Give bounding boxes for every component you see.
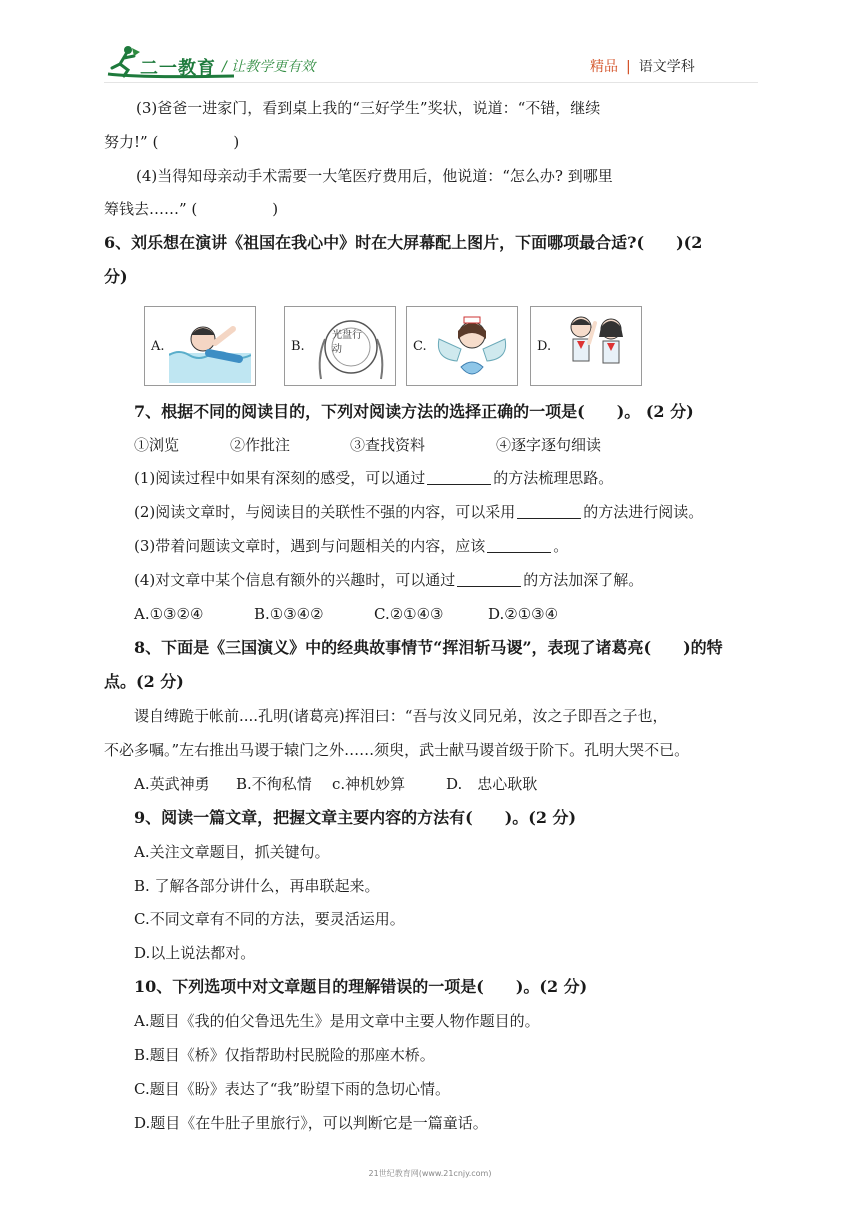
- q7-method-3: ③查找资料: [350, 436, 426, 454]
- header-separator: |: [626, 59, 631, 75]
- nurse-angel-icon: [431, 309, 513, 383]
- q8-title-line2: 点。(2 分): [104, 672, 184, 691]
- q7-item1-blank[interactable]: [427, 468, 491, 485]
- q10-title: 10、下列选项中对文章题目的理解错误的一项是( )。(2 分): [134, 977, 588, 996]
- q7-item4-text-b: 的方法加深了解。: [523, 571, 644, 589]
- q5-item4-line2: 筹钱去……” ( ): [104, 200, 279, 218]
- q10-option-c: C.题目《盼》表达了“我”盼望下雨的急切心情。: [134, 1080, 451, 1098]
- swimmer-icon: [169, 309, 251, 383]
- q7-method-2: ②作批注: [230, 436, 291, 454]
- q8-title-line1: 8、下面是《三国演义》中的经典故事情节“挥泪斩马谡”，表现了诸葛亮( )的特: [134, 638, 723, 657]
- q7-item4: [134, 570, 643, 590]
- q10-option-a: A.题目《我的伯父鲁迅先生》是用文章中主要人物作题目的。: [134, 1012, 540, 1030]
- q5-item3-line1: (3)爸爸一进家门，看到桌上我的“三好学生”奖状，说道：“不错，继续: [136, 99, 601, 117]
- page-footer: 21世纪教育网(www.21cnjy.com): [368, 1169, 492, 1178]
- logo-text: 二一教育: [140, 58, 216, 79]
- q5-item4-line1: (4)当得知母亲动手术需要一大笔医疗费用后，他说道：“怎么办? 到哪里: [136, 167, 613, 185]
- q8-passage-line1: 谡自缚跪于帐前....孔明(诸葛亮)挥泪曰：“吾与汝义同兄弟，汝之子即吾之子也，: [134, 707, 668, 725]
- q8-option-c: c.神机妙算: [332, 775, 406, 793]
- q7-method-4: ④逐字逐句细读: [496, 436, 602, 454]
- q7-item1-text-a: (1)阅读过程中如果有深刻的感受，可以通过: [134, 469, 426, 487]
- q7-item3-blank[interactable]: [487, 536, 551, 553]
- q7-item2: [134, 502, 703, 522]
- q6-picture-options: [144, 306, 644, 388]
- q7-item2-blank[interactable]: [517, 502, 581, 519]
- quality-tag: 精品: [590, 59, 618, 75]
- q7-method-1: ①浏览: [134, 436, 180, 454]
- q7-item3: [134, 536, 568, 556]
- q8-option-a: A.英武神勇: [134, 775, 210, 793]
- q7-option-c: C.②①④③: [374, 605, 444, 623]
- q6-option-d: [530, 306, 642, 386]
- salute-children-icon: [555, 309, 637, 383]
- q6-option-c: [406, 306, 518, 386]
- q7-item1: [134, 468, 613, 488]
- q6-option-b: [284, 306, 396, 386]
- q7-item4-text-a: (4)对文章中某个信息有额外的兴趣时，可以通过: [134, 571, 456, 589]
- q7-item1-text-b: 的方法梳理思路。: [493, 469, 614, 487]
- header-divider: [104, 82, 758, 83]
- q10-option-b: B.题目《桥》仅指帮助村民脱险的那座木桥。: [134, 1046, 435, 1064]
- q6-option-b-label: B.: [291, 339, 305, 354]
- q7-option-d: D.②①③④: [488, 605, 559, 623]
- q7-item4-blank[interactable]: [457, 570, 521, 587]
- q10-option-d: D.题目《在牛肚子里旅行》，可以判断它是一篇童话。: [134, 1114, 488, 1132]
- q5-item3-line2: 努力!” ( ): [104, 133, 240, 151]
- subject-tag: 语文学科: [638, 59, 695, 75]
- q8-option-d: D. 忠心耿耿: [446, 775, 538, 793]
- slogan: / 让教学更有效: [222, 59, 316, 75]
- q9-title: 9、阅读一篇文章，把握文章主要内容的方法有( )。(2 分): [134, 808, 577, 827]
- q8-passage-line2: 不必多嘱。”左右推出马谡于辕门之外……须臾，武士献马谡首级于阶下。孔明大哭不已。: [104, 741, 690, 759]
- q6-option-a-label: A.: [151, 339, 165, 354]
- q6-option-d-label: D.: [537, 339, 552, 354]
- q8-option-b: B.不徇私情: [236, 775, 312, 793]
- q6-option-c-label: C.: [413, 339, 427, 354]
- q9-option-b: B. 了解各部分讲什么，再串联起来。: [134, 877, 380, 895]
- clean-plate-text: 光盘行动: [332, 330, 362, 355]
- header-subject: [590, 56, 695, 76]
- q9-option-c: C.不同文章有不同的方法，要灵活运用。: [134, 910, 405, 928]
- q7-item2-text-a: (2)阅读文章时，与阅读目的关联性不强的内容，可以采用: [134, 503, 516, 521]
- q9-option-d: D.以上说法都对。: [134, 944, 256, 962]
- q9-option-a: A.关注文章题目，抓关键句。: [134, 843, 330, 861]
- q6-title-line1: 6、刘乐想在演讲《祖国在我心中》时在大屏幕配上图片，下面哪项最合适?( )(2: [104, 233, 703, 252]
- q7-item3-text-a: (3)带着问题读文章时，遇到与问题相关的内容，应该: [134, 537, 486, 555]
- q7-item3-text-b: 。: [553, 537, 569, 555]
- page-header: [0, 0, 860, 90]
- q6-option-a: [144, 306, 256, 386]
- q7-option-b: B.①③④②: [254, 605, 324, 623]
- q7-option-a: A.①③②④: [134, 605, 204, 623]
- q7-title: 7、根据不同的阅读目的，下列对阅读方法的选择正确的一项是( )。 (2 分): [134, 402, 694, 421]
- q6-title-line2: 分): [104, 267, 128, 286]
- q7-item2-text-b: 的方法进行阅读。: [583, 503, 704, 521]
